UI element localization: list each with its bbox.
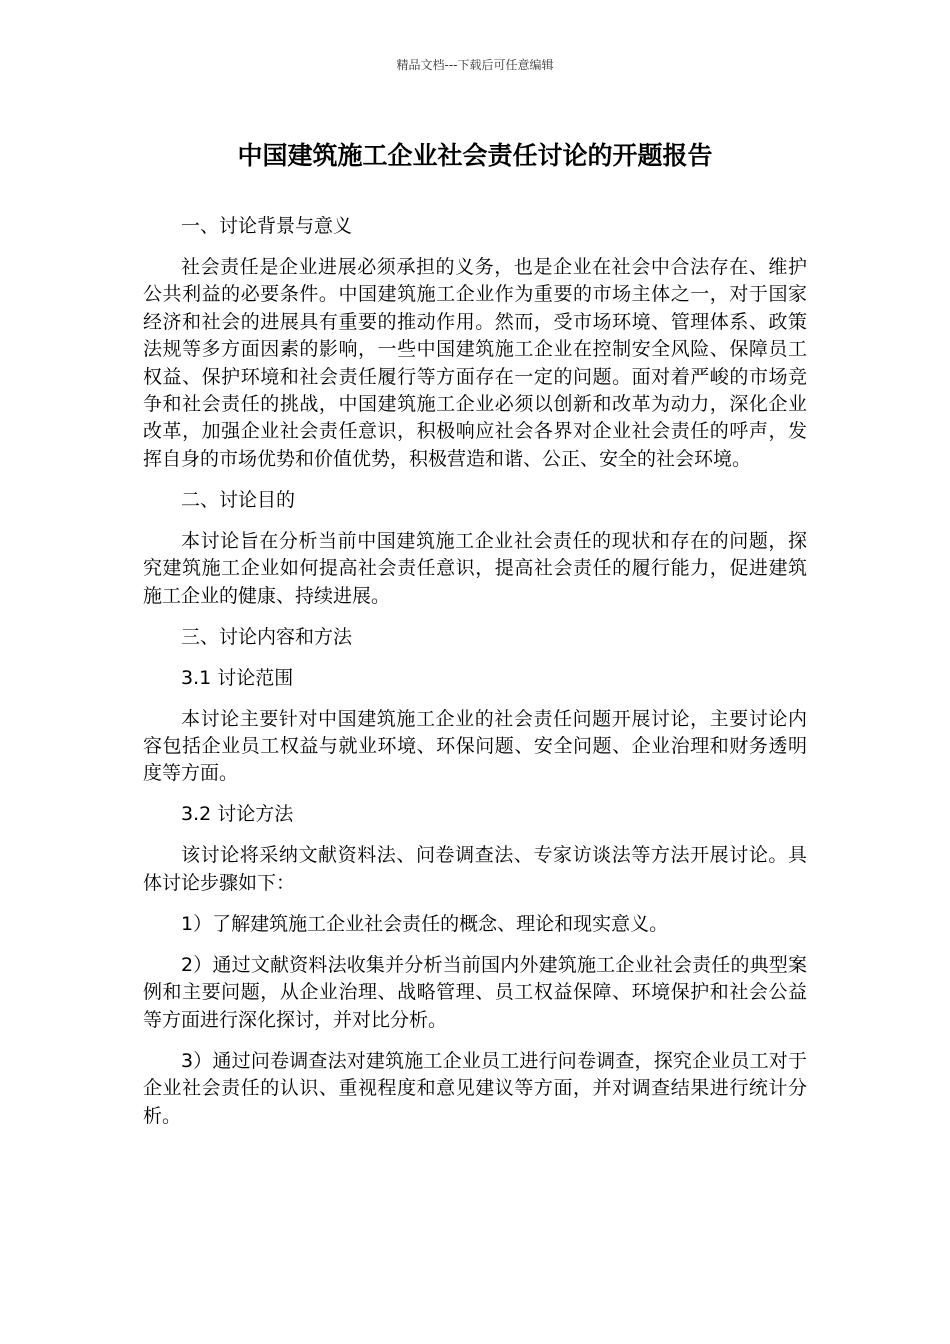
paragraph-background: 社会责任是企业进展必须承担的义务，也是企业在社会中合法存在、维护公共利益的必要条件。中国建筑施工企业作为重要的市场主体之一，对于国家经济和社会的进展具有重要的推动作用。然而，受市场环境、管理体系、政策法规等多方面因素的影响，一些中国建筑施工企业在控制安全风险、保障员工权益、保护环境和社会责任履行等方面存在一定的问题。面对着严峻的市场竞争和社会责任的挑战，中国建筑施工企业必须以创新和改革为动力，深化企业改革，加强企业社会责任意识，积极响应社会各界对企业社会责任的呼声，发挥自身的市场优势和价值优势，积极营造和谐、公正、安全的社会环境。	[143, 256, 807, 470]
document-title: 中国建筑施工企业社会责任讨论的开题报告	[237, 141, 713, 170]
list-item-step-2: 2）通过文献资料法收集并分析当前国内外建筑施工企业社会责任的典型案例和主要问题，从企业治理、战略管理、员工权益保障、环境保护和社会公益等方面进行深化探讨，并对比分析。	[143, 953, 807, 1031]
section-heading-background: 一、讨论背景与意义	[181, 215, 353, 237]
list-item-step-3: 3）通过问卷调查法对建筑施工企业员工进行问卷调查，探究企业员工对于企业社会责任的认识、重视程度和意见建议等方面，并对调查结果进行统计分析。	[143, 1049, 807, 1127]
document-body	[143, 213, 807, 1144]
subsection-heading-scope: 3.1 讨论范围	[181, 666, 294, 689]
section-heading-purpose: 二、讨论目的	[181, 488, 296, 511]
paragraph-scope: 本讨论主要针对中国建筑施工企业的社会责任问题开展讨论，主要讨论内容包括企业员工权益与就业环境、环保问题、安全问题、企业治理和财务透明度等方面。	[143, 707, 807, 785]
list-item-step-1: 1）了解建筑施工企业社会责任的概念、理论和现实意义。	[181, 912, 669, 935]
subsection-heading-methods: 3.2 讨论方法	[181, 803, 294, 826]
header-note: 精品文档---下载后可任意编辑	[396, 58, 554, 72]
section-heading-content-methods: 三、讨论内容和方法	[181, 625, 353, 648]
paragraph-methods: 该讨论将采纳文献资料法、问卷调查法、专家访谈法等方法开展讨论。具体讨论步骤如下：	[143, 844, 807, 894]
paragraph-purpose: 本讨论旨在分析当前中国建筑施工企业社会责任的现状和存在的问题，探究建筑施工企业如何提高社会责任意识，提高社会责任的履行能力，促进建筑施工企业的健康、持续进展。	[143, 529, 807, 607]
